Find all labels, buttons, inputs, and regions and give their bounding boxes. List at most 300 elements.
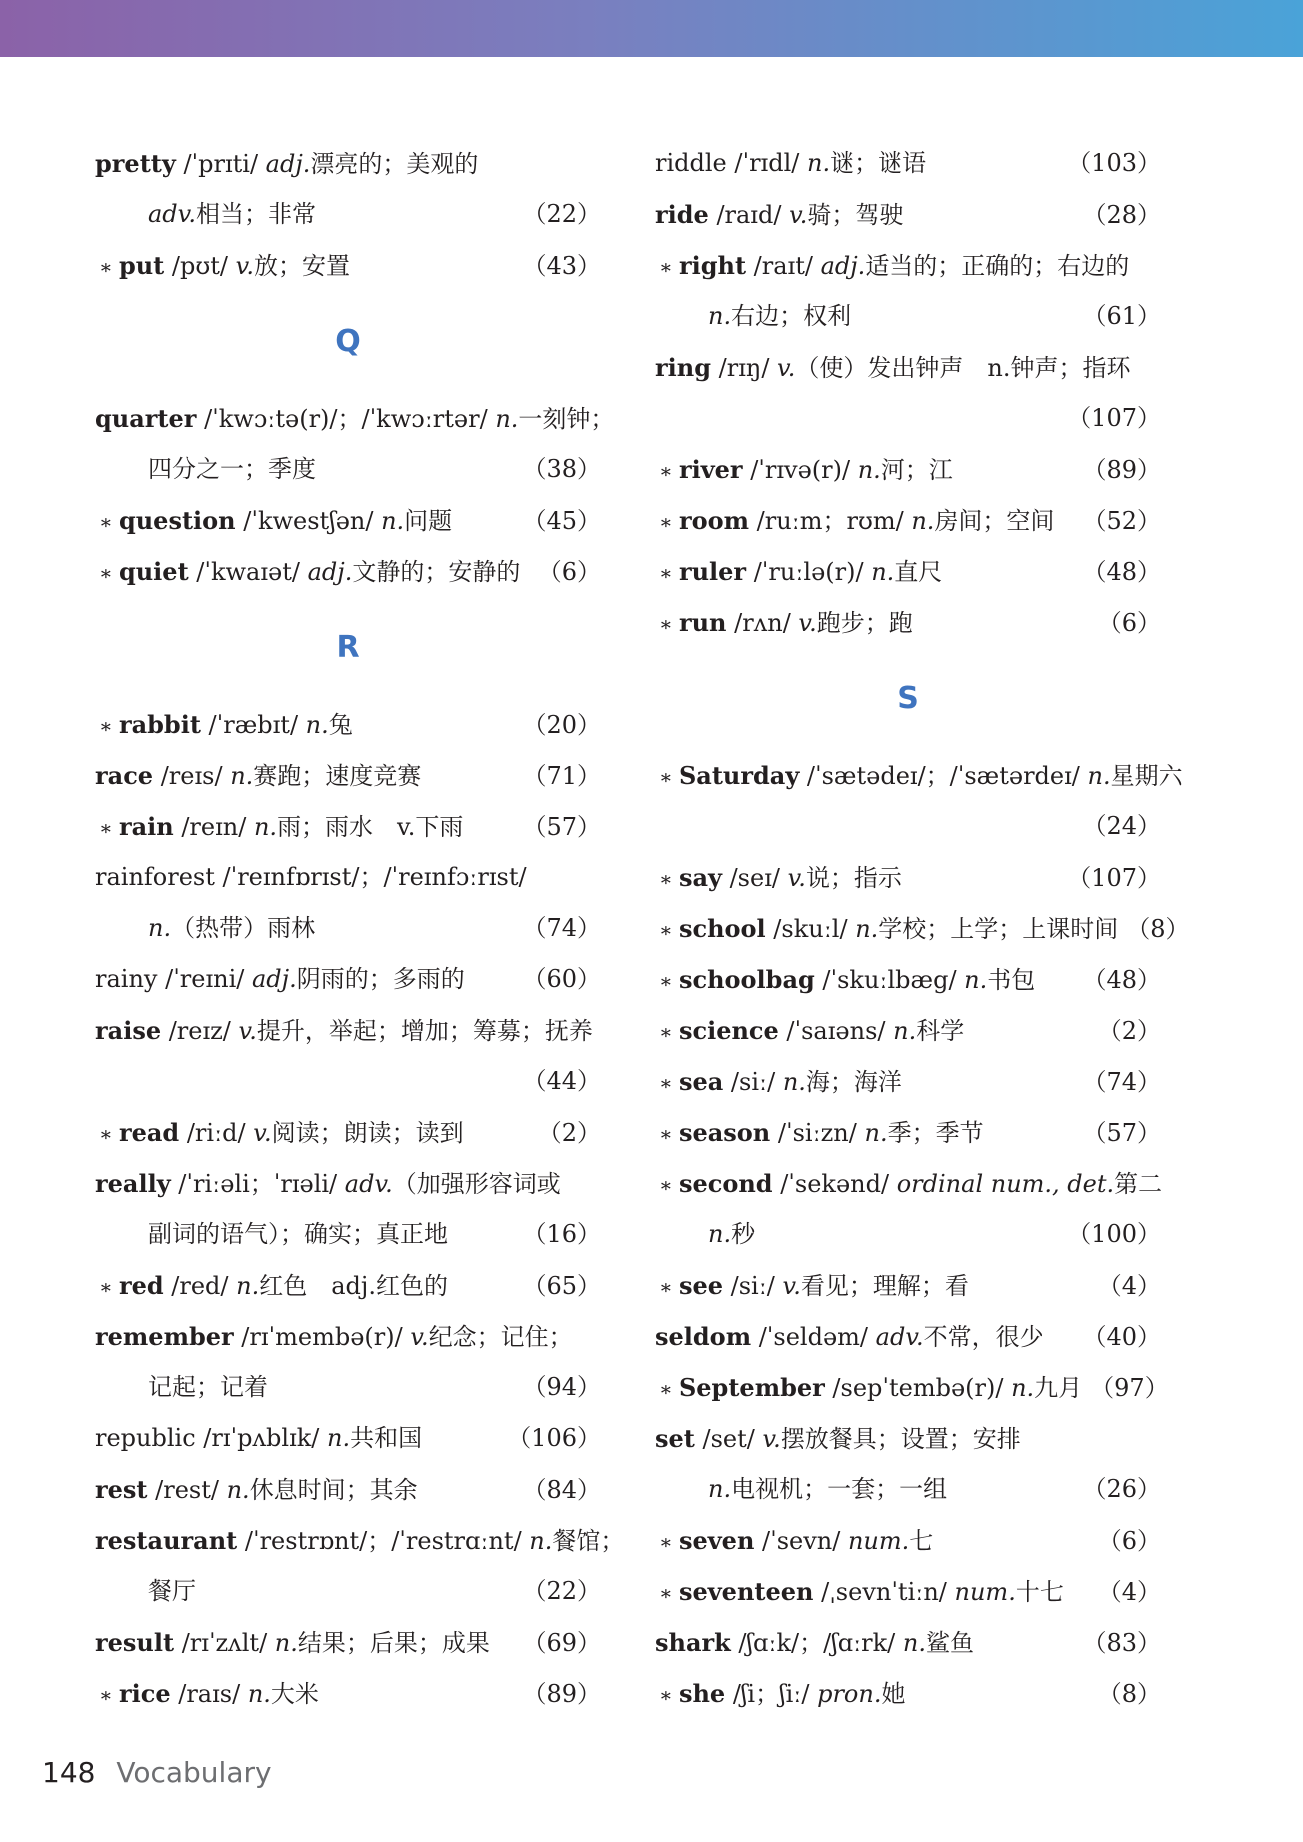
definition: 说；指示 (805, 864, 902, 892)
part-of-speech: adj. (252, 965, 297, 993)
entry-content (99, 699, 514, 752)
headword: read (118, 1118, 180, 1147)
page-reference: （83） (1082, 1629, 1161, 1657)
phonetic: /ˈsekənd/ (772, 1170, 897, 1198)
page-reference: （74） (522, 914, 601, 942)
phonetic: /ˈrɪvə(r)/ (742, 456, 858, 484)
page-reference: （28） (1082, 201, 1161, 229)
headword: rain (118, 812, 174, 841)
entry-content (659, 1158, 1162, 1211)
page-reference: （107） (1067, 864, 1161, 892)
headword: put (118, 251, 165, 280)
vocab-entry (95, 1158, 601, 1209)
entry-content (659, 1056, 1074, 1109)
part-of-speech: n. (247, 1680, 271, 1708)
page-reference: （48） (1082, 558, 1161, 586)
entry-content (99, 801, 514, 854)
definition: 房间；空间 (934, 507, 1055, 535)
phonetic: /riːd/ (179, 1119, 254, 1147)
page-reference: （94） (522, 1373, 601, 1401)
page-reference: （38） (522, 455, 601, 483)
phonetic: /rɪŋ/ (711, 354, 778, 382)
phonetic: /ˈsaɪəns/ (778, 1017, 894, 1045)
page-reference: （100） (1067, 1220, 1161, 1248)
definition: 阴雨的；多雨的 (296, 965, 465, 993)
page-reference: （84） (522, 1476, 601, 1504)
page-reference: （103） (1067, 149, 1161, 177)
definition: 纪念；记住； (428, 1323, 573, 1351)
phonetic: /siː/ (723, 1272, 783, 1300)
phonetic: /ˈrestrɒnt/；/ˈrestrɑːnt/ (237, 1527, 530, 1555)
entry-content (659, 852, 1059, 905)
definition: 不常，很少 (923, 1323, 1044, 1351)
page-reference: （4） (1097, 1578, 1161, 1606)
vocab-entry (655, 240, 1161, 291)
definition: 大米 (270, 1680, 319, 1708)
vocab-entry (95, 1413, 601, 1464)
entry-content (655, 189, 1074, 241)
headword: restaurant (95, 1526, 238, 1555)
definition: 漂亮的；美观的 (310, 150, 479, 178)
entry-content (95, 393, 614, 445)
headword: rainy (95, 965, 158, 993)
part-of-speech: v. (787, 864, 806, 892)
vocab-entry (95, 495, 601, 546)
headword: ride (655, 200, 709, 229)
part-of-speech: n. (902, 1629, 926, 1657)
headword: shark (655, 1628, 731, 1657)
part-of-speech: adj. (265, 150, 311, 178)
entry-content (148, 1209, 514, 1260)
entry-content (99, 1668, 514, 1721)
entry-content (659, 1668, 1090, 1721)
definition: 相当；非常 (196, 200, 317, 228)
part-of-speech: n. (529, 1527, 553, 1555)
vocab-entry (655, 597, 1161, 648)
part-of-speech: n. (226, 1476, 250, 1504)
page-reference: （45） (522, 507, 601, 535)
vocab-entry (655, 1413, 1161, 1464)
headword: seven (678, 1526, 755, 1555)
vocab-entry (655, 1566, 1161, 1617)
phonetic: /rɪˈmembə(r)/ (233, 1323, 411, 1351)
letter-heading: S (897, 681, 919, 716)
headword: seventeen (678, 1577, 814, 1606)
part-of-speech: v. (798, 609, 817, 637)
headword: she (678, 1679, 726, 1708)
entry-content (708, 1209, 1059, 1260)
entry-content (148, 903, 514, 954)
page-number: 148 (42, 1756, 96, 1789)
phonetic: /rʌn/ (726, 609, 799, 637)
entry-content (95, 1158, 593, 1210)
vocab-entry (655, 903, 1190, 954)
part-of-speech: adv. (875, 1323, 924, 1351)
part-of-speech: n. (381, 507, 405, 535)
definition: 一刻钟； (518, 405, 615, 433)
part-of-speech: n. (871, 558, 895, 586)
vocab-entry (95, 393, 615, 444)
entry-continuation (95, 1362, 601, 1413)
part-of-speech: n. (1011, 1374, 1035, 1402)
part-of-speech: n. (782, 1068, 806, 1096)
definition: 七 (909, 1527, 934, 1555)
letter-heading: R (336, 630, 360, 665)
entry-continuation (95, 1056, 601, 1107)
part-of-speech: n. (864, 1119, 888, 1147)
headword: rainforest (95, 863, 215, 891)
headword: question (118, 506, 236, 535)
part-of-speech: v. (789, 201, 808, 229)
headword: race (95, 761, 154, 790)
headword: run (678, 608, 727, 637)
vocab-entry (655, 1515, 1161, 1566)
definition: 季；季节 (887, 1119, 984, 1147)
part-of-speech: n. (253, 813, 278, 841)
letter-heading: Q (335, 324, 361, 359)
phonetic: /ˈsevn/ (754, 1527, 848, 1555)
page-reference: （6） (537, 558, 601, 586)
entry-continuation (655, 801, 1161, 852)
headword: raise (95, 1016, 162, 1045)
vocab-entry (655, 1668, 1161, 1719)
entry-content (95, 1311, 593, 1363)
page-reference: （71） (522, 762, 601, 790)
page-reference: （57） (522, 813, 601, 841)
phonetic: /ruːm；rʊm/ (749, 507, 912, 535)
entry-continuation (655, 291, 1161, 342)
headword: rice (118, 1679, 171, 1708)
vocab-entry (655, 1056, 1161, 1107)
part-of-speech: n. (708, 302, 732, 330)
entry-content (148, 1566, 514, 1617)
vocab-entry (95, 954, 601, 1005)
page-footer (42, 1756, 272, 1789)
vocab-entry (655, 546, 1161, 597)
part-of-speech: n. (708, 1220, 732, 1248)
definition: 书包 (987, 966, 1036, 994)
part-of-speech: n. (236, 1272, 260, 1300)
definition: （加强形容词或 (392, 1170, 561, 1198)
part-of-speech: pron. (817, 1680, 882, 1708)
phonetic: /ʃɑːk/；/ʃɑːrk/ (730, 1629, 903, 1657)
page-reference: （2） (537, 1119, 601, 1147)
definition: 共和国 (350, 1424, 423, 1452)
headword: river (678, 455, 743, 484)
definition: 星期六 (1110, 762, 1183, 790)
definition: 放；安置 (253, 252, 350, 280)
phonetic: /raɪt/ (746, 252, 821, 280)
page-reference: （48） (1082, 966, 1161, 994)
definition: 适当的；正确的；右边的 (865, 252, 1130, 280)
vocab-entry (655, 1617, 1161, 1668)
phonetic: /set/ (694, 1425, 763, 1453)
phonetic: /ˈreɪnfɒrɪst/；/ˈreɪnfɔːrɪst/ (214, 863, 527, 891)
entry-content (659, 444, 1074, 497)
headword: Saturday (678, 761, 800, 790)
part-of-speech: n. (495, 405, 519, 433)
phonetic: /ˈreɪni/ (157, 965, 252, 993)
page-reference: （74） (1082, 1068, 1161, 1096)
definition: 海；海洋 (805, 1068, 902, 1096)
entry-continuation (95, 903, 601, 954)
entry-content (655, 138, 1059, 189)
vocab-entry (95, 750, 601, 801)
entry-content (99, 240, 514, 293)
page-reference: （61） (1082, 302, 1161, 330)
phonetic: /reɪn/ (173, 813, 254, 841)
phonetic: /ˈkwɔːtə(r)/；/ˈkwɔːrtər/ (196, 405, 496, 433)
entry-content (148, 444, 514, 495)
part-of-speech: adj. (820, 252, 866, 280)
vocab-entry (95, 1515, 625, 1566)
vocab-entry (655, 342, 1161, 393)
part-of-speech: adj. (307, 558, 353, 586)
definition: 文静的；安静的 (352, 558, 521, 586)
definition: 直尺 (894, 558, 943, 586)
vocab-entry (95, 1617, 601, 1668)
page-reference: （26） (1082, 1475, 1161, 1503)
part-of-speech: n. (806, 149, 831, 177)
page-reference: （97） (1090, 1374, 1169, 1402)
page-reference: （69） (522, 1629, 601, 1657)
entry-content (659, 1566, 1090, 1619)
entry-content (659, 954, 1074, 1007)
headword: ring (655, 353, 711, 382)
page-reference: （65） (522, 1272, 601, 1300)
page-reference: （52） (1082, 507, 1161, 535)
entry-content (659, 1005, 1090, 1058)
definition: 餐厅 (148, 1577, 196, 1605)
phonetic: /red/ (163, 1272, 237, 1300)
phonetic: /pʊt/ (164, 252, 236, 280)
headword: quarter (95, 404, 197, 433)
page-reference: （4） (1097, 1272, 1161, 1300)
vocab-entry (655, 138, 1161, 189)
definition: 第二 (1114, 1170, 1163, 1198)
page-reference: （89） (1082, 456, 1161, 484)
phonetic: /siː/ (723, 1068, 783, 1096)
headword: schoolbag (678, 965, 815, 994)
phonetic: /ˈkwestʃən/ (235, 507, 382, 535)
entry-content (659, 546, 1074, 599)
vocab-entry (95, 1311, 601, 1362)
page-reference: （24） (1082, 812, 1161, 840)
vocab-entry (95, 1668, 601, 1719)
entry-content (99, 495, 514, 548)
entry-content (659, 903, 1118, 956)
part-of-speech: n. (305, 711, 329, 739)
headword: red (118, 1271, 164, 1300)
entry-content (95, 750, 514, 802)
headword: science (678, 1016, 779, 1045)
vocab-entry (95, 138, 601, 189)
entry-content (655, 1311, 1074, 1363)
page-reference: （8） (1097, 1680, 1161, 1708)
definition: 河；江 (880, 456, 953, 484)
phonetic: /ˈprɪti/ (175, 150, 266, 178)
headword: quiet (118, 557, 189, 586)
part-of-speech: v. (238, 1017, 257, 1045)
phonetic: /sepˈtembə(r)/ (824, 1374, 1012, 1402)
vocab-entry (655, 954, 1161, 1005)
phonetic: /rɪˈzʌlt/ (174, 1629, 275, 1657)
definition: 结果；后果；成果 (297, 1629, 490, 1657)
definition: 红色 adj.红色的 (259, 1272, 448, 1300)
phonetic: /reɪs/ (153, 762, 231, 790)
headword: rabbit (118, 710, 201, 739)
entry-content (95, 1005, 593, 1057)
headword: remember (95, 1322, 234, 1351)
definition: 学校；上学；上课时间 (878, 915, 1119, 943)
definition: 副词的语气）；确实；真正地 (148, 1220, 448, 1248)
page-reference: （22） (522, 200, 601, 228)
page-reference: （57） (1082, 1119, 1161, 1147)
page-reference: （22） (522, 1577, 601, 1605)
vocab-entry (655, 444, 1161, 495)
entry-content (659, 750, 1183, 803)
headword: September (678, 1373, 825, 1402)
part-of-speech: adv. (344, 1170, 393, 1198)
page-reference: （16） (522, 1220, 601, 1248)
page-reference: （107） (1067, 404, 1161, 432)
vocab-entry (655, 1005, 1161, 1056)
vocab-entry (655, 1158, 1161, 1209)
vocab-entry (655, 1107, 1161, 1158)
definition: 阅读；朗读；读到 (271, 1119, 464, 1147)
definition: 提升，举起；增加；筹募；抚养 (256, 1017, 593, 1045)
vocab-entry (95, 240, 601, 291)
part-of-speech: n. (911, 507, 935, 535)
phonetic: /ˈskuːlbæg/ (814, 966, 965, 994)
headword: second (678, 1169, 773, 1198)
headword: really (95, 1169, 171, 1198)
part-of-speech: n. (708, 1475, 732, 1503)
headword: seldom (655, 1322, 752, 1351)
page-reference: （44） (522, 1067, 601, 1095)
entry-content (655, 1617, 1074, 1669)
part-of-speech: num. (954, 1578, 1016, 1606)
entry-content (708, 1464, 1074, 1515)
part-of-speech: v. (253, 1119, 272, 1147)
phonetic: /ˈrɪdl/ (726, 149, 807, 177)
right-column (655, 138, 1190, 1719)
entry-content (659, 1515, 1090, 1568)
part-of-speech: n. (1087, 762, 1111, 790)
definition: 秒 (731, 1220, 756, 1248)
vocab-entry (655, 1311, 1161, 1362)
definition: 雨；雨水 v.下雨 (277, 813, 464, 841)
phonetic: /rɪˈpʌblɪk/ (195, 1424, 328, 1452)
entry-content (659, 1260, 1090, 1313)
part-of-speech: n. (274, 1629, 298, 1657)
phonetic: /ˈseldəm/ (751, 1323, 876, 1351)
entry-continuation (655, 1209, 1161, 1260)
definition: 谜；谜语 (830, 149, 927, 177)
section-label: Vocabulary (116, 1756, 272, 1789)
part-of-speech: v. (235, 252, 254, 280)
entry-content (95, 1464, 514, 1516)
part-of-speech: n. (893, 1017, 917, 1045)
phonetic: /ˈruːlə(r)/ (746, 558, 872, 586)
part-of-speech: ordinal num., det. (896, 1170, 1115, 1198)
definition: 九月 (1034, 1374, 1083, 1402)
page-reference: （20） (522, 711, 601, 739)
definition: 跑步；跑 (816, 609, 913, 637)
entry-content (148, 189, 514, 240)
headword: rest (95, 1475, 148, 1504)
definition: 记起；记着 (148, 1373, 268, 1401)
phonetic: /ˈsiːzn/ (770, 1119, 865, 1147)
vocab-entry (655, 852, 1161, 903)
entry-content (95, 1515, 624, 1567)
vocab-entry (655, 495, 1161, 546)
phonetic: /seɪ/ (721, 864, 788, 892)
headword: room (678, 506, 750, 535)
definition: （热带）雨林 (171, 914, 316, 942)
definition: 她 (881, 1680, 906, 1708)
entry-content (99, 1260, 514, 1313)
headword: school (678, 914, 766, 943)
vocab-entry (95, 1260, 601, 1311)
vocab-entry (95, 1107, 601, 1158)
entry-content (95, 954, 514, 1005)
phonetic: /ˈriːəli；ˈrɪəli/ (170, 1170, 345, 1198)
entry-content (95, 1413, 499, 1464)
entry-content (655, 342, 1153, 394)
entry-continuation (95, 189, 601, 240)
entry-content (148, 1362, 514, 1413)
definition: 休息时间；其余 (249, 1476, 418, 1504)
headword: see (678, 1271, 724, 1300)
entry-continuation (655, 1464, 1161, 1515)
part-of-speech: v. (762, 1425, 781, 1453)
definition: 摆放餐具；设置；安排 (780, 1425, 1021, 1453)
entry-continuation (655, 393, 1161, 444)
headword: say (678, 863, 722, 892)
top-color-bar (0, 0, 1303, 57)
vocab-entry (95, 801, 601, 852)
definition: 兔 (328, 711, 353, 739)
vocab-entry (95, 699, 601, 750)
page-reference: （2） (1097, 1017, 1161, 1045)
part-of-speech: num. (847, 1527, 910, 1555)
page-reference: （8） (1126, 915, 1190, 943)
entry-continuation (95, 1566, 601, 1617)
definition: 餐馆； (552, 1527, 625, 1555)
page-reference: （40） (1082, 1323, 1161, 1351)
headword: riddle (655, 149, 727, 177)
definition: 骑；驾驶 (807, 201, 904, 229)
definition: 鲨鱼 (925, 1629, 974, 1657)
headword: season (678, 1118, 771, 1147)
left-column (95, 138, 625, 1719)
page-reference: （106） (507, 1424, 601, 1452)
entry-content (659, 1107, 1074, 1160)
entry-content (659, 597, 1090, 650)
headword: result (95, 1628, 175, 1657)
page-reference: （60） (522, 965, 601, 993)
part-of-speech: v. (410, 1323, 429, 1351)
entry-content (708, 291, 1074, 342)
entry-content (95, 1617, 514, 1669)
vocab-entry (95, 546, 601, 597)
part-of-speech: adv. (148, 200, 197, 228)
vocab-entry (95, 1005, 601, 1056)
part-of-speech: v. (782, 1272, 801, 1300)
headword: republic (95, 1424, 196, 1452)
page-reference: （6） (1097, 609, 1161, 637)
